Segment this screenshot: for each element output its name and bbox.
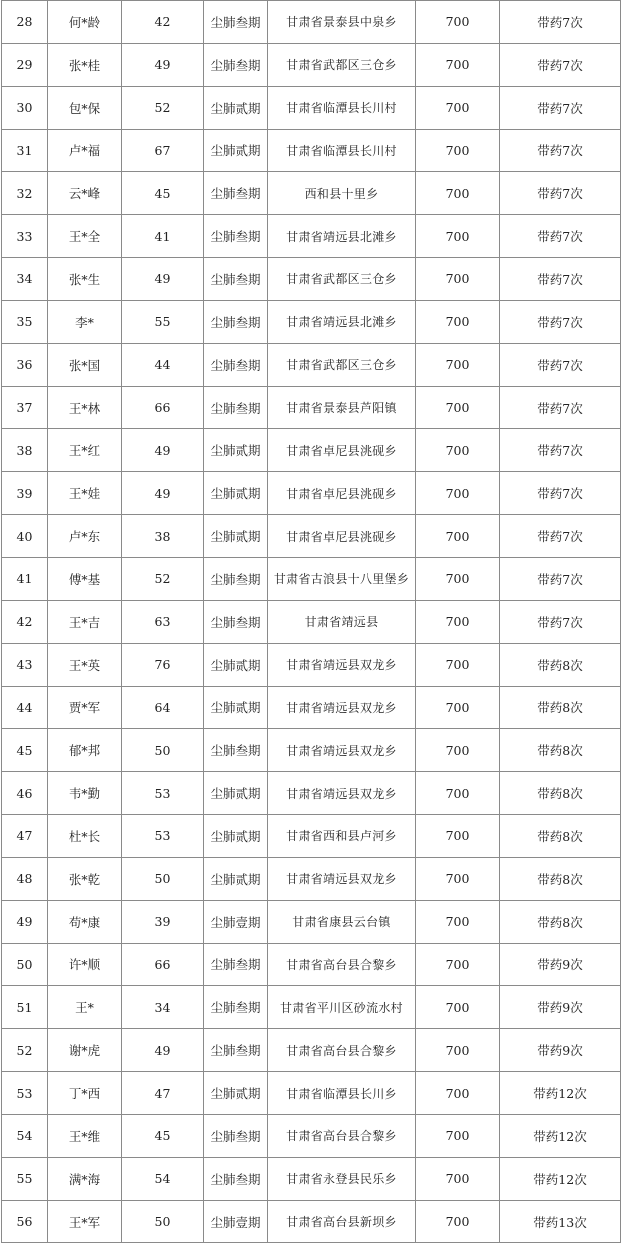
- amount: 700: [416, 129, 500, 172]
- medication-note: 带药7次: [500, 386, 621, 429]
- patient-age: 66: [122, 943, 204, 986]
- patient-name: 王*娃: [48, 472, 122, 515]
- disease-stage: 尘肺叁期: [204, 1114, 268, 1157]
- patient-address: 甘肃省高台县合黎乡: [268, 943, 416, 986]
- medication-note: 带药7次: [500, 129, 621, 172]
- medication-note: 带药7次: [500, 557, 621, 600]
- medication-note: 带药8次: [500, 900, 621, 943]
- amount: 700: [416, 343, 500, 386]
- disease-stage: 尘肺叁期: [204, 600, 268, 643]
- disease-stage: 尘肺叁期: [204, 172, 268, 215]
- row-number: 51: [2, 986, 48, 1029]
- patient-age: 66: [122, 386, 204, 429]
- patient-name: 王*军: [48, 1200, 122, 1243]
- row-number: 48: [2, 857, 48, 900]
- patient-name: 张*国: [48, 343, 122, 386]
- row-number: 52: [2, 1029, 48, 1072]
- amount: 700: [416, 429, 500, 472]
- patient-name: 许*顺: [48, 943, 122, 986]
- row-number: 37: [2, 386, 48, 429]
- patient-address: 甘肃省卓尼县洮砚乡: [268, 472, 416, 515]
- disease-stage: 尘肺贰期: [204, 857, 268, 900]
- medication-note: 带药7次: [500, 343, 621, 386]
- table-row: [2, 215, 621, 258]
- amount: 700: [416, 857, 500, 900]
- patient-address: 甘肃省靖远县: [268, 600, 416, 643]
- row-number: 46: [2, 772, 48, 815]
- patient-age: 34: [122, 986, 204, 1029]
- disease-stage: 尘肺贰期: [204, 1072, 268, 1115]
- patient-age: 49: [122, 1029, 204, 1072]
- patient-address: 甘肃省临潭县长川乡: [268, 1072, 416, 1115]
- patient-address: 甘肃省靖远县双龙乡: [268, 729, 416, 772]
- medication-note: 带药8次: [500, 772, 621, 815]
- amount: 700: [416, 172, 500, 215]
- patient-name: 贾*军: [48, 686, 122, 729]
- patient-address: 甘肃省靖远县双龙乡: [268, 686, 416, 729]
- patient-name: 包*保: [48, 86, 122, 129]
- medication-note: 带药7次: [500, 429, 621, 472]
- patient-address: 甘肃省景泰县中泉乡: [268, 1, 416, 44]
- disease-stage: 尘肺叁期: [204, 1, 268, 44]
- medication-note: 带药7次: [500, 86, 621, 129]
- amount: 700: [416, 643, 500, 686]
- table-row: [2, 772, 621, 815]
- patient-age: 49: [122, 258, 204, 301]
- disease-stage: 尘肺叁期: [204, 729, 268, 772]
- disease-stage: 尘肺贰期: [204, 686, 268, 729]
- row-number: 49: [2, 900, 48, 943]
- disease-stage: 尘肺壹期: [204, 900, 268, 943]
- disease-stage: 尘肺叁期: [204, 1029, 268, 1072]
- table-row: [2, 815, 621, 858]
- patient-age: 49: [122, 43, 204, 86]
- patient-age: 55: [122, 300, 204, 343]
- disease-stage: 尘肺叁期: [204, 343, 268, 386]
- disease-stage: 尘肺叁期: [204, 986, 268, 1029]
- medication-note: 带药7次: [500, 43, 621, 86]
- patient-age: 38: [122, 515, 204, 558]
- row-number: 40: [2, 515, 48, 558]
- patient-name: 杜*长: [48, 815, 122, 858]
- table-row: [2, 986, 621, 1029]
- patient-age: 53: [122, 772, 204, 815]
- amount: 700: [416, 300, 500, 343]
- medication-note: 带药9次: [500, 1029, 621, 1072]
- disease-stage: 尘肺叁期: [204, 943, 268, 986]
- patient-address: 甘肃省武都区三仓乡: [268, 43, 416, 86]
- disease-stage: 尘肺叁期: [204, 215, 268, 258]
- patient-address: 甘肃省靖远县双龙乡: [268, 857, 416, 900]
- row-number: 42: [2, 600, 48, 643]
- table-body: [2, 1, 621, 1243]
- patient-age: 45: [122, 1114, 204, 1157]
- amount: 700: [416, 1072, 500, 1115]
- table-row: [2, 1, 621, 44]
- patient-age: 64: [122, 686, 204, 729]
- patient-age: 76: [122, 643, 204, 686]
- patient-age: 54: [122, 1157, 204, 1200]
- row-number: 39: [2, 472, 48, 515]
- medication-note: 带药7次: [500, 172, 621, 215]
- patient-age: 39: [122, 900, 204, 943]
- table-row: [2, 258, 621, 301]
- patient-address: 甘肃省卓尼县洮砚乡: [268, 515, 416, 558]
- table-row: [2, 43, 621, 86]
- table-row: [2, 643, 621, 686]
- patient-address: 甘肃省高台县合黎乡: [268, 1029, 416, 1072]
- patient-address: 甘肃省武都区三仓乡: [268, 343, 416, 386]
- amount: 700: [416, 1200, 500, 1243]
- patient-address: 甘肃省靖远县双龙乡: [268, 772, 416, 815]
- amount: 700: [416, 86, 500, 129]
- amount: 700: [416, 1029, 500, 1072]
- table-row: [2, 857, 621, 900]
- patient-address: 甘肃省临潭县长川村: [268, 129, 416, 172]
- amount: 700: [416, 386, 500, 429]
- medication-note: 带药12次: [500, 1072, 621, 1115]
- row-number: 53: [2, 1072, 48, 1115]
- row-number: 38: [2, 429, 48, 472]
- patient-address: 甘肃省高台县新坝乡: [268, 1200, 416, 1243]
- row-number: 41: [2, 557, 48, 600]
- table-row: [2, 1200, 621, 1243]
- disease-stage: 尘肺叁期: [204, 300, 268, 343]
- patient-name: 王*吉: [48, 600, 122, 643]
- row-number: 28: [2, 1, 48, 44]
- patient-address: 甘肃省临潭县长川村: [268, 86, 416, 129]
- row-number: 32: [2, 172, 48, 215]
- patient-address: 甘肃省康县云台镇: [268, 900, 416, 943]
- medication-note: 带药8次: [500, 643, 621, 686]
- patient-age: 41: [122, 215, 204, 258]
- patient-age: 47: [122, 1072, 204, 1115]
- medication-note: 带药7次: [500, 515, 621, 558]
- patient-age: 45: [122, 172, 204, 215]
- patient-name: 郁*邦: [48, 729, 122, 772]
- patient-address: 甘肃省古浪县十八里堡乡: [268, 557, 416, 600]
- amount: 700: [416, 472, 500, 515]
- table-row: [2, 600, 621, 643]
- disease-stage: 尘肺叁期: [204, 386, 268, 429]
- amount: 700: [416, 815, 500, 858]
- patient-name: 苟*康: [48, 900, 122, 943]
- patient-name: 王*全: [48, 215, 122, 258]
- amount: 700: [416, 1114, 500, 1157]
- patient-name: 王*: [48, 986, 122, 1029]
- patient-address: 甘肃省西和县卢河乡: [268, 815, 416, 858]
- medication-note: 带药9次: [500, 986, 621, 1029]
- medication-note: 带药12次: [500, 1114, 621, 1157]
- patient-name: 韦*勤: [48, 772, 122, 815]
- patient-age: 44: [122, 343, 204, 386]
- disease-stage: 尘肺贰期: [204, 429, 268, 472]
- patient-address: 甘肃省永登县民乐乡: [268, 1157, 416, 1200]
- table-row: [2, 729, 621, 772]
- table-row: [2, 557, 621, 600]
- disease-stage: 尘肺贰期: [204, 815, 268, 858]
- row-number: 36: [2, 343, 48, 386]
- patient-address: 甘肃省靖远县双龙乡: [268, 643, 416, 686]
- patient-name: 王*红: [48, 429, 122, 472]
- row-number: 54: [2, 1114, 48, 1157]
- amount: 700: [416, 557, 500, 600]
- table-row: [2, 686, 621, 729]
- row-number: 29: [2, 43, 48, 86]
- patient-age: 67: [122, 129, 204, 172]
- patient-age: 49: [122, 472, 204, 515]
- patient-name: 满*海: [48, 1157, 122, 1200]
- table-row: [2, 86, 621, 129]
- patient-name: 王*英: [48, 643, 122, 686]
- disease-stage: 尘肺贰期: [204, 772, 268, 815]
- patient-age: 63: [122, 600, 204, 643]
- amount: 700: [416, 729, 500, 772]
- table-row: [2, 900, 621, 943]
- table-row: [2, 1157, 621, 1200]
- patient-name: 王*林: [48, 386, 122, 429]
- medication-note: 带药7次: [500, 472, 621, 515]
- amount: 700: [416, 986, 500, 1029]
- disease-stage: 尘肺叁期: [204, 1157, 268, 1200]
- patient-address: 甘肃省武都区三仓乡: [268, 258, 416, 301]
- patient-name: 李*: [48, 300, 122, 343]
- disease-stage: 尘肺贰期: [204, 515, 268, 558]
- patient-age: 50: [122, 1200, 204, 1243]
- row-number: 44: [2, 686, 48, 729]
- disease-stage: 尘肺贰期: [204, 643, 268, 686]
- amount: 700: [416, 258, 500, 301]
- patient-age: 52: [122, 86, 204, 129]
- disease-stage: 尘肺叁期: [204, 258, 268, 301]
- amount: 700: [416, 1157, 500, 1200]
- medication-note: 带药8次: [500, 857, 621, 900]
- patient-age: 50: [122, 857, 204, 900]
- row-number: 34: [2, 258, 48, 301]
- patient-age: 52: [122, 557, 204, 600]
- table-row: [2, 300, 621, 343]
- patient-address: 甘肃省景泰县芦阳镇: [268, 386, 416, 429]
- patient-name: 张*乾: [48, 857, 122, 900]
- row-number: 47: [2, 815, 48, 858]
- table-row: [2, 1072, 621, 1115]
- amount: 700: [416, 215, 500, 258]
- table-row: [2, 1114, 621, 1157]
- disease-stage: 尘肺贰期: [204, 129, 268, 172]
- medication-note: 带药12次: [500, 1157, 621, 1200]
- disease-stage: 尘肺贰期: [204, 86, 268, 129]
- table-row: [2, 515, 621, 558]
- patient-address: 甘肃省靖远县北滩乡: [268, 215, 416, 258]
- medication-note: 带药7次: [500, 215, 621, 258]
- amount: 700: [416, 900, 500, 943]
- medication-note: 带药7次: [500, 1, 621, 44]
- patient-address: 甘肃省靖远县北滩乡: [268, 300, 416, 343]
- medication-note: 带药7次: [500, 258, 621, 301]
- patient-name: 谢*虎: [48, 1029, 122, 1072]
- patient-address: 甘肃省卓尼县洮砚乡: [268, 429, 416, 472]
- medication-note: 带药9次: [500, 943, 621, 986]
- patient-name: 傅*基: [48, 557, 122, 600]
- table-row: [2, 129, 621, 172]
- table-row: [2, 943, 621, 986]
- patient-age: 50: [122, 729, 204, 772]
- amount: 700: [416, 1, 500, 44]
- amount: 700: [416, 772, 500, 815]
- amount: 700: [416, 515, 500, 558]
- patient-age: 42: [122, 1, 204, 44]
- patient-name: 卢*福: [48, 129, 122, 172]
- disease-stage: 尘肺贰期: [204, 472, 268, 515]
- table-row: [2, 472, 621, 515]
- table-row: [2, 343, 621, 386]
- row-number: 55: [2, 1157, 48, 1200]
- patient-name: 张*桂: [48, 43, 122, 86]
- medication-note: 带药13次: [500, 1200, 621, 1243]
- row-number: 35: [2, 300, 48, 343]
- medication-note: 带药8次: [500, 815, 621, 858]
- patient-name: 卢*东: [48, 515, 122, 558]
- row-number: 50: [2, 943, 48, 986]
- amount: 700: [416, 943, 500, 986]
- amount: 700: [416, 43, 500, 86]
- disease-stage: 尘肺叁期: [204, 557, 268, 600]
- patient-name: 王*维: [48, 1114, 122, 1157]
- table-row: [2, 386, 621, 429]
- table-row: [2, 1029, 621, 1072]
- patient-name: 何*龄: [48, 1, 122, 44]
- disease-stage: 尘肺壹期: [204, 1200, 268, 1243]
- row-number: 31: [2, 129, 48, 172]
- disease-stage: 尘肺叁期: [204, 43, 268, 86]
- medication-note: 带药8次: [500, 729, 621, 772]
- medication-note: 带药7次: [500, 600, 621, 643]
- table-row: [2, 172, 621, 215]
- medication-note: 带药7次: [500, 300, 621, 343]
- patient-table: [1, 0, 621, 1243]
- patient-name: 张*生: [48, 258, 122, 301]
- amount: 700: [416, 686, 500, 729]
- medication-note: 带药8次: [500, 686, 621, 729]
- patient-address: 甘肃省平川区砂流水村: [268, 986, 416, 1029]
- row-number: 43: [2, 643, 48, 686]
- table-row: [2, 429, 621, 472]
- patient-age: 49: [122, 429, 204, 472]
- patient-address: 甘肃省高台县合黎乡: [268, 1114, 416, 1157]
- row-number: 30: [2, 86, 48, 129]
- patient-name: 丁*西: [48, 1072, 122, 1115]
- row-number: 45: [2, 729, 48, 772]
- row-number: 33: [2, 215, 48, 258]
- row-number: 56: [2, 1200, 48, 1243]
- patient-name: 云*峰: [48, 172, 122, 215]
- amount: 700: [416, 600, 500, 643]
- patient-age: 53: [122, 815, 204, 858]
- patient-address: 西和县十里乡: [268, 172, 416, 215]
